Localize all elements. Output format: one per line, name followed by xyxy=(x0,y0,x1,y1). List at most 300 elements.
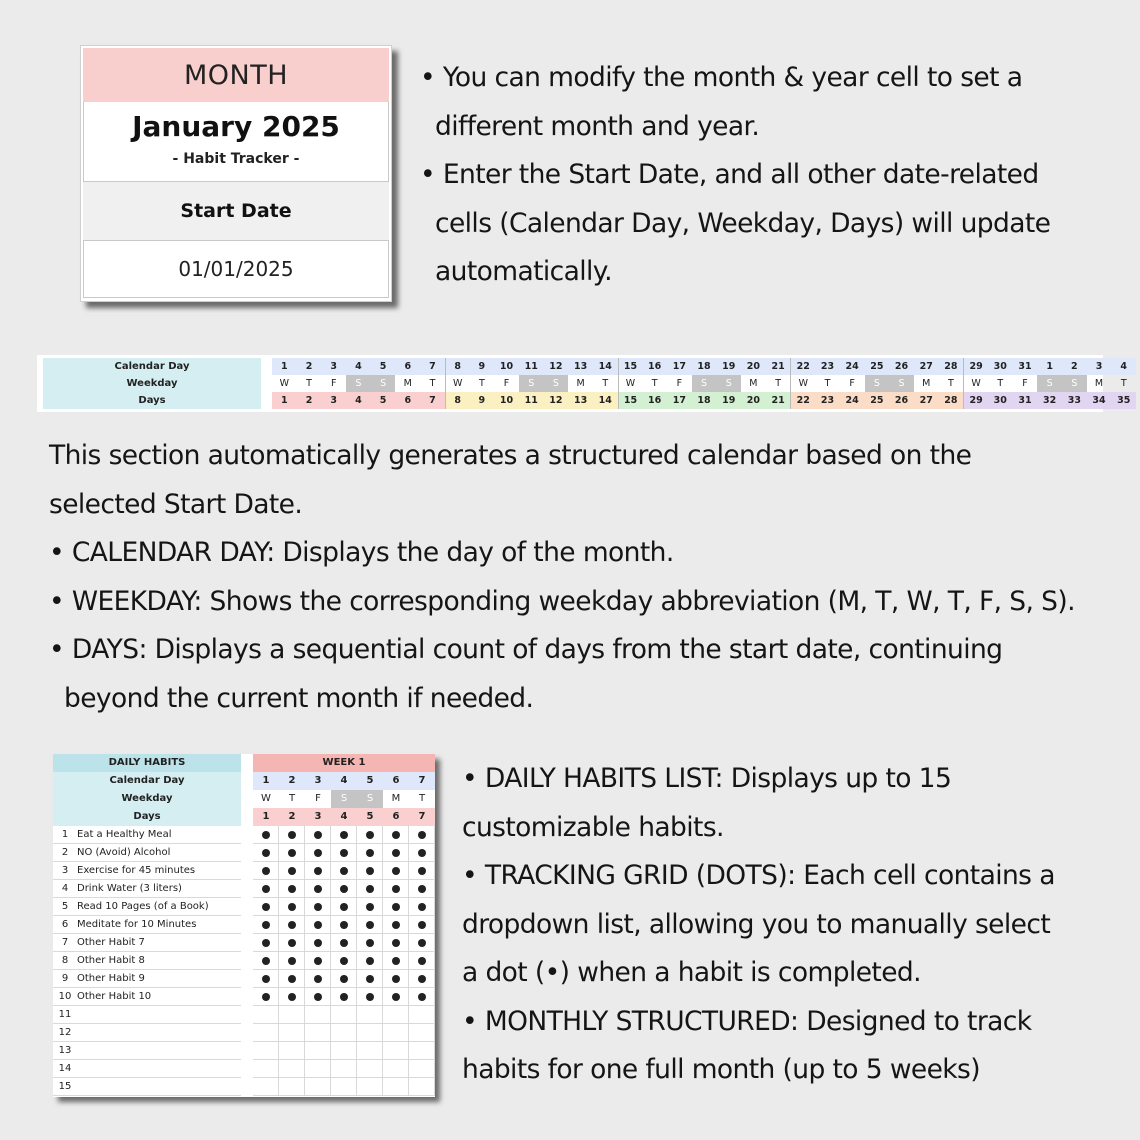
completed-dot-icon xyxy=(314,903,322,911)
tracking-cell[interactable] xyxy=(279,934,305,952)
tracking-cell[interactable] xyxy=(331,880,357,898)
completed-dot-icon xyxy=(288,939,296,947)
weekday-cell: S xyxy=(716,375,741,392)
text-line: dropdown list, allowing you to manually select xyxy=(462,908,1051,940)
tracking-cell[interactable] xyxy=(409,988,435,1006)
calendar-day-cell: 9 xyxy=(470,358,495,375)
tracking-cell[interactable] xyxy=(305,862,331,880)
habit-name: NO (Avoid) Alcohol xyxy=(77,847,171,858)
calendar-day-cell: 19 xyxy=(716,358,741,375)
text-line: • CALENDAR DAY: Displays the day of the month. xyxy=(49,537,674,568)
tracking-cell[interactable] xyxy=(305,1078,331,1096)
text-line: • DAYS: Displays a sequential count of days from the start date, continuing xyxy=(49,634,1003,665)
habit-row[interactable] xyxy=(53,970,241,988)
weekday-cell: W xyxy=(618,375,643,392)
completed-dot-icon xyxy=(418,993,426,1001)
tracking-cell[interactable] xyxy=(331,934,357,952)
tracking-cell[interactable] xyxy=(383,844,409,862)
week-weekday-cell: T xyxy=(288,793,296,804)
tracking-cell[interactable] xyxy=(253,1042,279,1060)
tracking-cell[interactable] xyxy=(409,862,435,880)
habit-number: 6 xyxy=(61,919,69,930)
tracking-cell[interactable] xyxy=(383,952,409,970)
completed-dot-icon xyxy=(366,867,374,875)
days-cell: 29 xyxy=(963,392,988,409)
completed-dot-icon xyxy=(340,867,348,875)
tracking-cell[interactable] xyxy=(357,898,383,916)
weekday-cell: T xyxy=(478,378,485,389)
days-cell: 33 xyxy=(1062,392,1087,409)
calendar-day-cell: 2 xyxy=(297,358,322,375)
tracking-cell[interactable] xyxy=(305,1024,331,1042)
tracking-cell[interactable] xyxy=(331,1078,357,1096)
tracking-cell[interactable] xyxy=(383,1006,409,1024)
completed-dot-icon xyxy=(366,957,374,965)
weekday-label: Weekday xyxy=(126,378,178,389)
habit-number: 2 xyxy=(61,847,69,858)
days-cell: 3 xyxy=(321,392,346,409)
days-cell: 24 xyxy=(840,392,865,409)
weekday-cell: F xyxy=(503,378,510,389)
text-line: • TRACKING GRID (DOTS): Each cell contains a xyxy=(462,860,1055,891)
completed-dot-icon xyxy=(262,885,270,893)
tracking-cell[interactable] xyxy=(357,844,383,862)
habit-name: Other Habit 9 xyxy=(77,973,145,984)
completed-dot-icon xyxy=(314,975,322,983)
tracking-cell[interactable] xyxy=(409,844,435,862)
habit-number: 14 xyxy=(58,1063,72,1074)
calendar-day-cell: 1 xyxy=(1037,358,1062,375)
days-cell: 2 xyxy=(297,392,322,409)
tracking-cell[interactable] xyxy=(383,862,409,880)
tracking-cell[interactable] xyxy=(253,898,279,916)
tracking-cell[interactable] xyxy=(331,916,357,934)
completed-dot-icon xyxy=(314,957,322,965)
week-weekday-cell: S xyxy=(357,790,383,808)
tracking-cell[interactable] xyxy=(383,1060,409,1078)
tracking-cell[interactable] xyxy=(383,826,409,844)
calendar-day-cell: 25 xyxy=(865,358,890,375)
calendar-day-cell: 6 xyxy=(395,358,420,375)
completed-dot-icon xyxy=(392,921,400,929)
calendar-day-cell: 20 xyxy=(741,358,766,375)
habit-number: 5 xyxy=(61,901,69,912)
month-header: MONTH xyxy=(83,48,389,102)
tracking-cell[interactable] xyxy=(409,1024,435,1042)
weekday-cell: T xyxy=(429,378,436,389)
tracking-cell[interactable] xyxy=(409,934,435,952)
tracking-cell[interactable] xyxy=(331,898,357,916)
completed-dot-icon xyxy=(366,939,374,947)
habit-number: 8 xyxy=(61,955,69,966)
weekday-cell: T xyxy=(602,378,609,389)
weekday-cell: F xyxy=(1022,378,1028,389)
completed-dot-icon xyxy=(288,867,296,875)
calendar-day-cell: 31 xyxy=(1013,358,1038,375)
habit-row[interactable] xyxy=(53,844,241,862)
habit-number: 1 xyxy=(61,829,69,840)
tracking-cell[interactable] xyxy=(383,934,409,952)
completed-dot-icon xyxy=(392,975,400,983)
tracking-cell[interactable] xyxy=(331,1042,357,1060)
tracking-cell[interactable] xyxy=(409,952,435,970)
days-cell: 34 xyxy=(1087,392,1112,409)
habit-row[interactable] xyxy=(53,1024,241,1042)
tracking-cell[interactable] xyxy=(331,862,357,880)
habit-number: 4 xyxy=(61,883,69,894)
days-cell: 11 xyxy=(519,392,544,409)
tracking-cell[interactable] xyxy=(279,952,305,970)
tracking-cell[interactable] xyxy=(357,988,383,1006)
tracking-cell[interactable] xyxy=(383,1024,409,1042)
tracking-cell[interactable] xyxy=(279,898,305,916)
week-days-cell: 3 xyxy=(305,808,331,826)
completed-dot-icon xyxy=(366,885,374,893)
days-cell: 26 xyxy=(889,392,914,409)
days-cell: 16 xyxy=(642,392,667,409)
weekday-cell: M xyxy=(749,378,758,389)
calendar-day-cell: 14 xyxy=(593,358,618,375)
tracking-cell[interactable] xyxy=(357,952,383,970)
habit-row[interactable] xyxy=(53,952,241,970)
days-label: Days xyxy=(138,395,166,406)
week-days-cell: 4 xyxy=(331,808,357,826)
week-calendar-day-cell: 7 xyxy=(409,772,435,790)
calendar-day-cell: 2 xyxy=(1062,358,1087,375)
tracking-cell[interactable] xyxy=(305,880,331,898)
habit-weekday-label: Weekday xyxy=(53,790,241,808)
habit-row[interactable] xyxy=(53,1078,241,1096)
calendar-day-cell: 11 xyxy=(519,358,544,375)
week-calendar-day-cell: 4 xyxy=(331,772,357,790)
weekday-cell: W xyxy=(963,375,988,392)
days-cell: 6 xyxy=(395,392,420,409)
completed-dot-icon xyxy=(418,921,426,929)
week-calendar-day-cell: 6 xyxy=(383,772,409,790)
completed-dot-icon xyxy=(392,957,400,965)
tracking-cell[interactable] xyxy=(331,970,357,988)
habit-table xyxy=(53,754,435,1097)
tracking-cell[interactable] xyxy=(279,1024,305,1042)
tracking-cell[interactable] xyxy=(279,1042,305,1060)
days-cell: 27 xyxy=(914,392,939,409)
tracking-cell[interactable] xyxy=(409,1078,435,1096)
habit-row[interactable] xyxy=(53,934,241,952)
tracking-cell[interactable] xyxy=(253,934,279,952)
tracking-cell[interactable] xyxy=(253,1024,279,1042)
tracking-cell[interactable] xyxy=(253,952,279,970)
week-calendar-day-cell: 5 xyxy=(357,772,383,790)
tracking-cell[interactable] xyxy=(253,1078,279,1096)
completed-dot-icon xyxy=(288,993,296,1001)
week-days-cell: 1 xyxy=(253,808,279,826)
week-calendar-day-cell: 2 xyxy=(279,772,305,790)
completed-dot-icon xyxy=(366,849,374,857)
month-year-title: January 2025 xyxy=(132,110,340,143)
tracking-cell[interactable] xyxy=(305,916,331,934)
completed-dot-icon xyxy=(392,993,400,1001)
tracking-cell[interactable] xyxy=(253,988,279,1006)
habit-number: 7 xyxy=(61,937,69,948)
tracking-cell[interactable] xyxy=(357,970,383,988)
weekday-cell: T xyxy=(1120,378,1127,389)
week-calendar-day-cell: 1 xyxy=(253,772,279,790)
calendar-day-cell: 17 xyxy=(667,358,692,375)
completed-dot-icon xyxy=(262,993,270,1001)
habit-number: 11 xyxy=(58,1009,72,1020)
tracking-cell[interactable] xyxy=(409,1060,435,1078)
calendar-day-cell: 13 xyxy=(568,358,593,375)
calendar-day-cell: 18 xyxy=(692,358,717,375)
tracking-cell[interactable] xyxy=(279,862,305,880)
habit-name: Drink Water (3 liters) xyxy=(77,883,182,894)
habit-name: Exercise for 45 minutes xyxy=(77,865,196,876)
habit-row[interactable] xyxy=(53,1042,241,1060)
tracking-cell[interactable] xyxy=(279,916,305,934)
calendar-day-cell: 15 xyxy=(618,358,643,375)
completed-dot-icon xyxy=(418,975,426,983)
tracking-cell[interactable] xyxy=(383,898,409,916)
tracking-cell[interactable] xyxy=(279,1060,305,1078)
habit-row[interactable] xyxy=(53,862,241,880)
tracking-cell[interactable] xyxy=(331,844,357,862)
completed-dot-icon xyxy=(262,831,270,839)
tracking-cell[interactable] xyxy=(253,880,279,898)
tracking-cell[interactable] xyxy=(357,880,383,898)
tracking-cell[interactable] xyxy=(279,844,305,862)
days-cell: 18 xyxy=(692,392,717,409)
text-line: • WEEKDAY: Shows the corresponding weekday abbreviation (M, T, W, T, F, S, S). xyxy=(49,585,1075,617)
completed-dot-icon xyxy=(418,939,426,947)
habit-row[interactable] xyxy=(53,880,241,898)
completed-dot-icon xyxy=(262,921,270,929)
tracking-cell[interactable] xyxy=(253,970,279,988)
completed-dot-icon xyxy=(262,975,270,983)
calendar-day-cell: 24 xyxy=(840,358,865,375)
tracking-cell[interactable] xyxy=(279,880,305,898)
completed-dot-icon xyxy=(288,903,296,911)
habit-number: 15 xyxy=(58,1081,72,1092)
tracking-cell[interactable] xyxy=(409,1042,435,1060)
week-header: WEEK 1 xyxy=(253,754,435,772)
habit-row[interactable] xyxy=(53,826,241,844)
tracking-cell[interactable] xyxy=(383,1042,409,1060)
tracking-cell[interactable] xyxy=(305,970,331,988)
weekday-cell: S xyxy=(346,375,371,392)
tracking-cell[interactable] xyxy=(409,1006,435,1024)
days-cell: 28 xyxy=(939,392,964,409)
tracking-cell[interactable] xyxy=(253,826,279,844)
calendar-day-cell: 27 xyxy=(914,358,939,375)
text-line: • DAILY HABITS LIST: Displays up to 15 xyxy=(462,763,952,794)
tracking-cell[interactable] xyxy=(409,970,435,988)
week-weekday-cell: W xyxy=(261,793,271,804)
days-cell: 23 xyxy=(815,392,840,409)
habit-row[interactable] xyxy=(53,898,241,916)
habit-name: Other Habit 10 xyxy=(77,991,152,1002)
tracking-cell[interactable] xyxy=(383,916,409,934)
days-cell: 25 xyxy=(865,392,890,409)
tracking-cell[interactable] xyxy=(331,952,357,970)
tracking-cell[interactable] xyxy=(305,844,331,862)
completed-dot-icon xyxy=(262,849,270,857)
tracking-cell[interactable] xyxy=(357,862,383,880)
tracking-cell[interactable] xyxy=(357,916,383,934)
text-line: a dot (•) when a habit is completed. xyxy=(462,957,921,988)
days-cell: 10 xyxy=(494,392,519,409)
tracking-cell[interactable] xyxy=(357,1042,383,1060)
habit-name: Other Habit 7 xyxy=(77,937,145,948)
completed-dot-icon xyxy=(314,939,322,947)
completed-dot-icon xyxy=(288,885,296,893)
tracking-cell[interactable] xyxy=(357,1078,383,1096)
tracking-cell[interactable] xyxy=(305,952,331,970)
weekday-cell: F xyxy=(676,378,683,389)
tracking-cell[interactable] xyxy=(409,898,435,916)
tracking-cell[interactable] xyxy=(279,970,305,988)
tracking-cell[interactable] xyxy=(331,1024,357,1042)
tracking-cell[interactable] xyxy=(357,934,383,952)
tracking-cell[interactable] xyxy=(253,1006,279,1024)
completed-dot-icon xyxy=(392,867,400,875)
habit-row[interactable] xyxy=(53,1060,241,1078)
days-cell: 9 xyxy=(470,392,495,409)
tracking-cell[interactable] xyxy=(305,988,331,1006)
tracking-cell[interactable] xyxy=(305,1006,331,1024)
completed-dot-icon xyxy=(418,831,426,839)
days-cell: 5 xyxy=(371,392,396,409)
week-weekday-cell: M xyxy=(391,793,401,804)
habit-row[interactable] xyxy=(53,916,241,934)
days-cell: 31 xyxy=(1013,392,1038,409)
habit-number: 10 xyxy=(58,991,72,1002)
text-line: cells (Calendar Day, Weekday, Days) will update xyxy=(435,207,1051,239)
calendar-day-cell: 4 xyxy=(1111,358,1136,375)
habit-calendar-day-label: Calendar Day xyxy=(53,772,241,790)
start-date-label: Start Date xyxy=(83,182,389,240)
completed-dot-icon xyxy=(340,975,348,983)
days-cell: 1 xyxy=(272,392,297,409)
tracking-cell[interactable] xyxy=(383,988,409,1006)
week-weekday-cell: F xyxy=(315,793,321,804)
start-date-field[interactable]: 01/01/2025 xyxy=(83,240,389,298)
tracking-cell[interactable] xyxy=(409,880,435,898)
completed-dot-icon xyxy=(262,939,270,947)
habit-name: Eat a Healthy Meal xyxy=(77,829,172,840)
calendar-day-cell: 1 xyxy=(272,358,297,375)
tracking-cell[interactable] xyxy=(253,862,279,880)
habit-row[interactable] xyxy=(53,1006,241,1024)
completed-dot-icon xyxy=(262,867,270,875)
month-card xyxy=(80,45,392,302)
completed-dot-icon xyxy=(418,957,426,965)
completed-dot-icon xyxy=(314,885,322,893)
completed-dot-icon xyxy=(288,975,296,983)
tracking-cell[interactable] xyxy=(331,988,357,1006)
tracking-cell[interactable] xyxy=(305,934,331,952)
completed-dot-icon xyxy=(340,921,348,929)
habit-name: Other Habit 8 xyxy=(77,955,145,966)
completed-dot-icon xyxy=(288,957,296,965)
tracking-cell[interactable] xyxy=(305,1042,331,1060)
habit-row[interactable] xyxy=(53,988,241,1006)
tracking-cell[interactable] xyxy=(253,844,279,862)
tracking-cell[interactable] xyxy=(331,1060,357,1078)
tracking-cell[interactable] xyxy=(357,1006,383,1024)
daily-habits-header: DAILY HABITS xyxy=(53,754,241,772)
weekday-cell: W xyxy=(445,375,470,392)
column-gap xyxy=(241,754,253,1097)
weekday-cell: W xyxy=(790,375,815,392)
tracking-cell[interactable] xyxy=(357,1024,383,1042)
description-text xyxy=(49,432,1075,723)
weekday-cell: M xyxy=(403,378,412,389)
tracking-cell[interactable] xyxy=(305,1060,331,1078)
days-cell: 35 xyxy=(1111,392,1136,409)
completed-dot-icon xyxy=(288,849,296,857)
days-cell: 14 xyxy=(593,392,618,409)
tracking-cell[interactable] xyxy=(383,1078,409,1096)
weekday-cell: M xyxy=(922,378,931,389)
habit-days-label: Days xyxy=(53,808,241,826)
tracking-cell[interactable] xyxy=(305,898,331,916)
intro-text xyxy=(420,54,1050,297)
days-cell: 20 xyxy=(741,392,766,409)
weekday-cell: M xyxy=(576,378,585,389)
completed-dot-icon xyxy=(288,831,296,839)
weekday-cell: T xyxy=(824,378,831,389)
tracking-cell[interactable] xyxy=(383,880,409,898)
completed-dot-icon xyxy=(418,885,426,893)
calendar-day-cell: 26 xyxy=(889,358,914,375)
days-cell: 13 xyxy=(568,392,593,409)
weekday-cell: M xyxy=(1094,378,1104,389)
completed-dot-icon xyxy=(340,903,348,911)
week-days-cell: 2 xyxy=(279,808,305,826)
completed-dot-icon xyxy=(340,939,348,947)
tracking-cell[interactable] xyxy=(331,826,357,844)
weekday-cell: S xyxy=(865,375,890,392)
text-line: beyond the current month if needed. xyxy=(64,682,534,714)
days-cell: 17 xyxy=(667,392,692,409)
tracking-cell[interactable] xyxy=(331,1006,357,1024)
tracking-cell[interactable] xyxy=(305,826,331,844)
completed-dot-icon xyxy=(366,975,374,983)
tracking-cell[interactable] xyxy=(357,1060,383,1078)
tracking-cell[interactable] xyxy=(357,826,383,844)
tracking-cell[interactable] xyxy=(383,970,409,988)
calendar-day-cell: 3 xyxy=(1087,358,1112,375)
weekday-cell: S xyxy=(371,375,396,392)
tracking-cell[interactable] xyxy=(279,826,305,844)
tracking-cell[interactable] xyxy=(253,916,279,934)
completed-dot-icon xyxy=(392,849,400,857)
tracking-cell[interactable] xyxy=(279,1006,305,1024)
days-cell: 7 xyxy=(420,392,445,409)
month-year-cell[interactable] xyxy=(83,102,389,182)
weekday-cell: S xyxy=(889,375,914,392)
tracking-cell[interactable] xyxy=(279,1078,305,1096)
tracking-cell[interactable] xyxy=(279,988,305,1006)
calendar-day-cell: 23 xyxy=(815,358,840,375)
completed-dot-icon xyxy=(340,831,348,839)
calendar-day-cell: 3 xyxy=(321,358,346,375)
weekday-cell: S xyxy=(1062,375,1087,392)
tracking-cell[interactable] xyxy=(409,826,435,844)
tracking-cell[interactable] xyxy=(253,1060,279,1078)
calendar-day-cell: 12 xyxy=(544,358,569,375)
tracking-cell[interactable] xyxy=(409,916,435,934)
